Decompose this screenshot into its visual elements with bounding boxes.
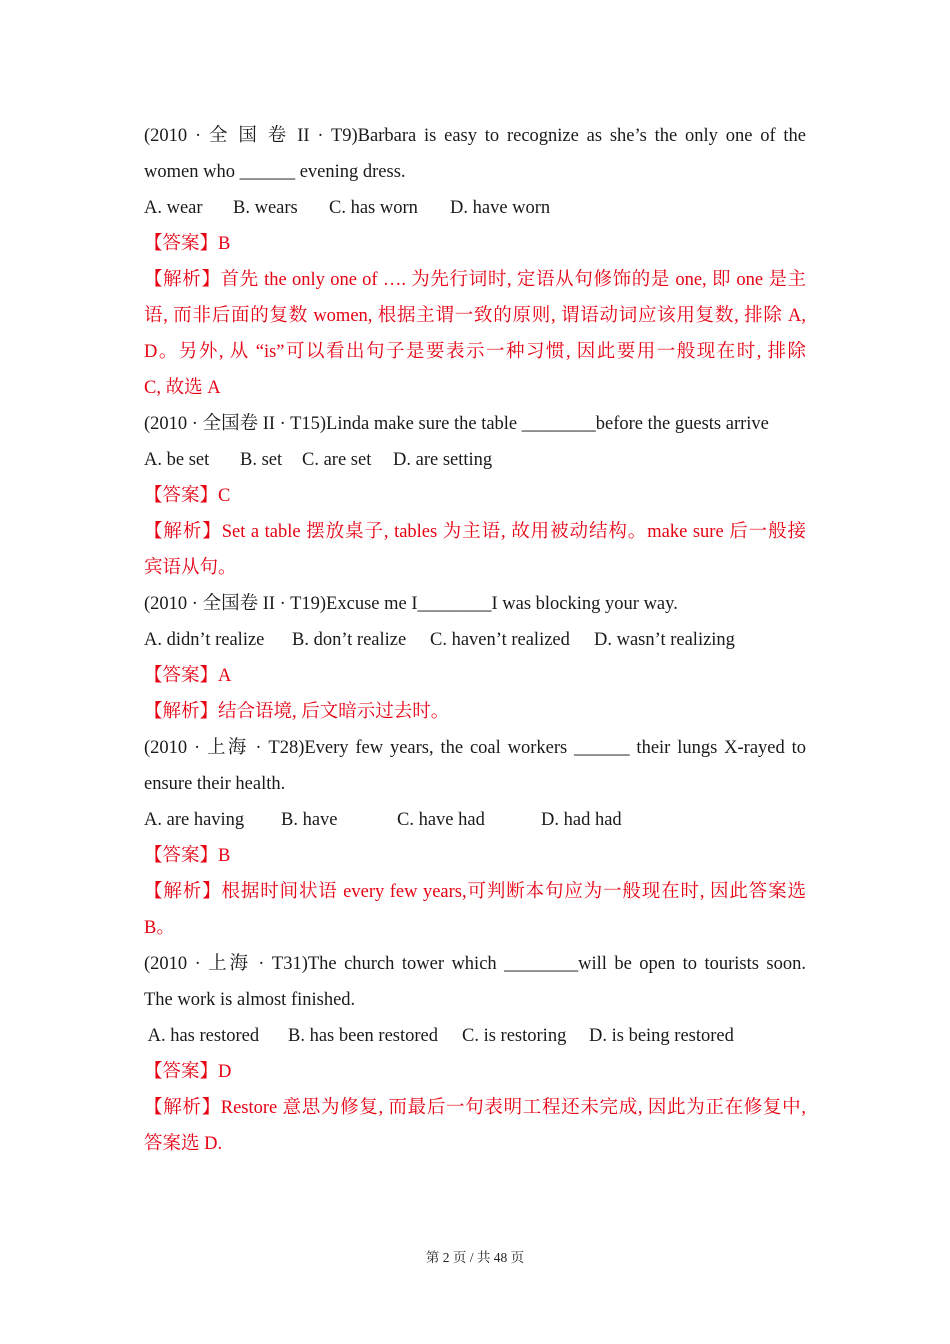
document-body bbox=[144, 118, 806, 1162]
option-c: C. have had bbox=[397, 810, 485, 830]
option-a: A. didn’t realize bbox=[144, 630, 265, 650]
question-2-analysis-line-1: 【解析】Set a table 摆放桌子, tables 为主语, 故用被动结构。make sure 后一般接 bbox=[144, 522, 806, 542]
question-2-analysis-line-2: 宾语从句。 bbox=[144, 558, 237, 578]
question-5-stem-line-2: The work is almost finished. bbox=[144, 990, 356, 1010]
question-4-stem-line-1: (2010 · 上海 · T28)Every few years, the coal workers ______ their lungs X-rayed to bbox=[144, 738, 806, 758]
option-c: C. is restoring bbox=[462, 1026, 567, 1046]
option-c: C. are set bbox=[302, 450, 372, 470]
question-3-stem-line-1: (2010 · 全国卷 II · T19)Excuse me I________I was blocking your way. bbox=[144, 594, 678, 614]
question-3-analysis-line-1: 【解析】结合语境, 后文暗示过去时。 bbox=[144, 702, 450, 722]
question-2-options bbox=[144, 442, 806, 478]
option-a: A. has restored bbox=[144, 1026, 260, 1046]
option-c: C. haven’t realized bbox=[430, 630, 570, 650]
question-5-analysis-line-2: 答案选 D. bbox=[144, 1134, 223, 1154]
option-a: A. wear bbox=[144, 198, 203, 218]
question-1-analysis-line-1: 【解析】首先 the only one of …. 为先行词时, 定语从句修饰的是 one, 即 one 是主 bbox=[144, 270, 806, 290]
option-a: A. be set bbox=[144, 450, 210, 470]
option-b: B. set bbox=[240, 450, 283, 470]
question-2-stem-line-1: (2010 · 全国卷 II · T15)Linda make sure the table ________before the guests arrive bbox=[144, 414, 769, 434]
question-4-analysis-line-2: B。 bbox=[144, 918, 175, 938]
option-c: C. has worn bbox=[329, 198, 418, 218]
option-d: D. had had bbox=[541, 810, 622, 830]
question-3-answer: 【答案】A bbox=[144, 666, 232, 686]
option-d: D. have worn bbox=[450, 198, 551, 218]
question-4-analysis-line-1: 【解析】根据时间状语 every few years,可判断本句应为一般现在时, 因此答案选 bbox=[144, 882, 806, 902]
option-d: D. are setting bbox=[393, 450, 493, 470]
question-1-options bbox=[144, 190, 806, 226]
question-4-stem-line-2: ensure their health. bbox=[144, 774, 286, 794]
question-1-stem-line-1: (2010 · 全 国 卷 II · T9)Barbara is easy to recognize as she’s the only one of the bbox=[144, 126, 806, 146]
question-3-options bbox=[144, 622, 806, 658]
question-1-analysis-line-4: C, 故选 A bbox=[144, 378, 221, 398]
question-1-analysis-line-3: D。另外, 从 “is”可以看出句子是要表示一种习惯, 因此要用一般现在时, 排除 bbox=[144, 342, 806, 362]
question-5-options bbox=[144, 1018, 806, 1054]
question-4-options bbox=[144, 802, 806, 838]
question-5-analysis-line-1: 【解析】Restore 意思为修复, 而最后一句表明工程还未完成, 因此为正在修复中, bbox=[144, 1098, 806, 1118]
question-2-answer: 【答案】C bbox=[144, 486, 231, 506]
page-number: 第 2 页 / 共 48 页 bbox=[425, 1250, 525, 1265]
question-5-stem-line-1: (2010 · 上海 · T31)The church tower which ________will be open to tourists soon. bbox=[144, 954, 806, 974]
option-b: B. have bbox=[281, 810, 338, 830]
question-1-stem-line-2: women who ______ evening dress. bbox=[144, 162, 406, 182]
question-1-answer: 【答案】B bbox=[144, 234, 231, 254]
option-b: B. wears bbox=[233, 198, 298, 218]
question-4-answer: 【答案】B bbox=[144, 846, 231, 866]
option-a: A. are having bbox=[144, 810, 245, 830]
option-d: D. is being restored bbox=[589, 1026, 734, 1046]
question-5-answer: 【答案】D bbox=[144, 1062, 232, 1082]
question-1-analysis-line-2: 语, 而非后面的复数 women, 根据主谓一致的原则, 谓语动词应该用复数, 排除 A, bbox=[144, 306, 806, 326]
option-b: B. has been restored bbox=[288, 1026, 439, 1046]
option-d: D. wasn’t realizing bbox=[594, 630, 735, 650]
option-b: B. don’t realize bbox=[292, 630, 407, 650]
